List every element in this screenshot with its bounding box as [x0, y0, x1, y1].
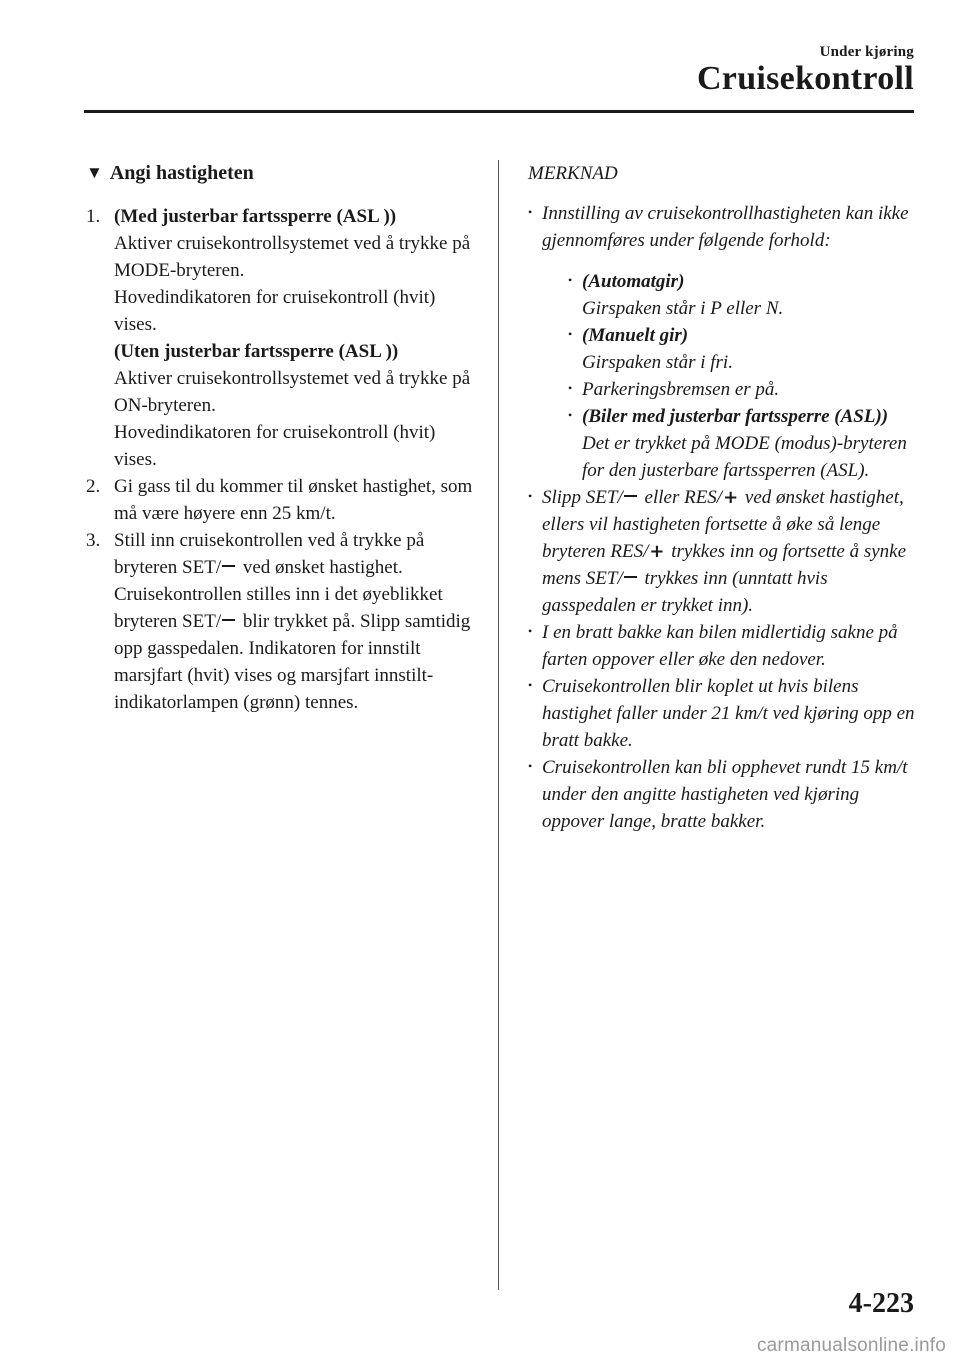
step-body	[114, 527, 478, 716]
step-text-part: blir trykket på. Slipp samtidig opp gasspedalen. Indikatoren for innstilt marsjfart (hvit) vises og marsjfart innstilt-indikatorlampen (grønn) tennes.	[114, 611, 471, 713]
minus-icon	[624, 576, 637, 578]
note-text-part: Slipp SET/	[542, 487, 623, 508]
no-asl-text-2: Hovedindikatoren for cruisekontroll (hvit) vises.	[114, 422, 436, 470]
note-bullet	[528, 200, 916, 484]
condition-label: (Biler med justerbar fartssperre (ASL))	[582, 406, 889, 427]
note-bullet	[528, 673, 916, 754]
note-title: MERKNAD	[528, 163, 618, 184]
column-divider	[498, 160, 499, 1290]
minus-icon	[222, 565, 235, 567]
note-bullet	[528, 484, 916, 619]
bullet-dot-icon: •	[568, 327, 573, 341]
bullet-dot-icon: •	[568, 381, 573, 395]
note-text-part: trykkes inn og fortsette å synke mens SET/	[542, 541, 907, 589]
note-text-part: ved ønsket hastighet, ellers vil hastigheten fortsette å øke så lenge bryteren RES/	[542, 487, 904, 562]
left-column	[86, 160, 478, 716]
condition-text: Det er trykket på MODE (modus)-bryteren for den justerbare fartssperren (ASL).	[582, 433, 907, 481]
step-text: Gi gass til du kommer til ønsket hastighet, som må være høyere enn 25 km/t.	[114, 476, 473, 524]
bullet-body	[542, 200, 916, 484]
condition-item	[568, 403, 916, 484]
minus-icon	[222, 619, 235, 621]
bullet-dot-icon: •	[528, 678, 533, 692]
condition-text: Girspaken står i P eller N.	[582, 298, 784, 319]
bullet-dot-icon: •	[528, 759, 533, 773]
step-number: 3.	[86, 530, 101, 551]
no-asl-text-1: Aktiver cruisekontrollsystemet ved å trykke på ON-bryteren.	[114, 368, 471, 416]
step-1	[86, 203, 478, 473]
condition-text: Parkeringsbremsen er på.	[582, 379, 780, 400]
section-heading	[86, 160, 478, 187]
note-text: I en bratt bakke kan bilen midlertidig sakne på farten oppover eller øke den nedover.	[542, 622, 898, 670]
bullet-dot-icon: •	[528, 624, 533, 638]
asl-label: (Med justerbar fartssperre (ASL ))	[114, 206, 397, 227]
condition-label: (Manuelt gir)	[582, 325, 689, 346]
watermark: carmanualsonline.info	[756, 1335, 946, 1356]
note-text-part: eller RES/	[639, 487, 723, 508]
no-asl-label: (Uten justerbar fartssperre (ASL ))	[114, 341, 399, 362]
step-text-part: Still inn cruisekontrollen ved å trykke på bryteren SET/	[114, 530, 425, 578]
bullet-dot-icon: •	[568, 273, 573, 287]
note-intro: Innstilling av cruisekontrollhastigheten kan ikke gjennomføres under følgende forhold:	[542, 203, 909, 251]
condition-item	[568, 376, 916, 403]
note-bullet	[528, 619, 916, 673]
plus-icon: +	[723, 487, 739, 508]
step-2	[86, 473, 478, 527]
step-number: 1.	[86, 206, 101, 227]
plus-icon: +	[649, 541, 665, 562]
step-text-part: ved ønsket hastighet. Cruisekontrollen stilles inn i det øyeblikket bryteren SET/	[114, 557, 443, 632]
section-heading-text: Angi hastigheten	[109, 162, 254, 184]
condition-text: Girspaken står i fri.	[582, 352, 733, 373]
condition-item	[568, 322, 916, 376]
header-title: Cruisekontroll	[696, 60, 914, 97]
header-section: Under kjøring	[819, 44, 914, 60]
bullet-body	[542, 484, 916, 619]
bullet-dot-icon: •	[528, 205, 533, 219]
condition-item	[568, 268, 916, 322]
step-body	[114, 203, 478, 473]
right-column	[528, 160, 916, 835]
step-3	[86, 527, 478, 716]
note-text-part: trykkes inn (unntatt hvis gasspedalen er trykket inn).	[542, 568, 828, 616]
step-number: 2.	[86, 476, 101, 497]
note-bullet	[528, 754, 916, 835]
bullet-dot-icon: •	[528, 489, 533, 503]
condition-list	[568, 268, 916, 484]
page-number: 4-223	[848, 1288, 914, 1319]
asl-text-2: Hovedindikatoren for cruisekontroll (hvit) vises.	[114, 287, 436, 335]
note-text: Cruisekontrollen blir koplet ut hvis bilens hastighet faller under 21 km/t ved kjøring opp en bratt bakke.	[542, 676, 915, 751]
header-rule	[84, 110, 914, 113]
triangle-down-icon: ▼	[86, 163, 103, 182]
asl-text-1: Aktiver cruisekontrollsystemet ved å trykke på MODE-bryteren.	[114, 233, 471, 281]
bullet-dot-icon: •	[568, 408, 573, 422]
condition-label: (Automatgir)	[582, 271, 685, 292]
minus-icon	[624, 495, 637, 497]
note-text: Cruisekontrollen kan bli opphevet rundt 15 km/t under den angitte hastigheten ved kjøring oppover lange, bratte bakker.	[542, 757, 908, 832]
